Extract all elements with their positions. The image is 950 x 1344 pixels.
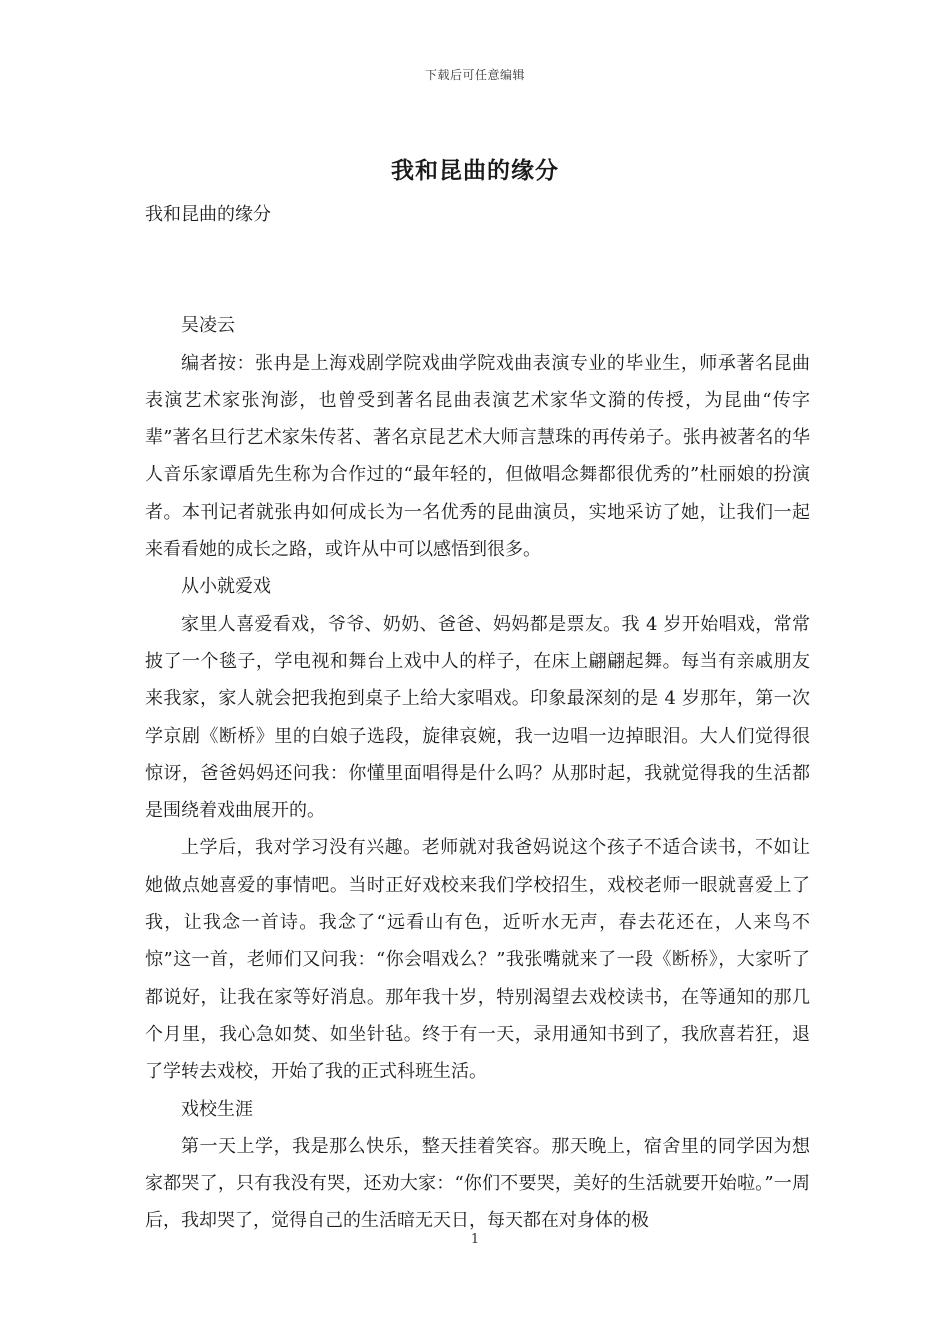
section-heading: 戏校生涯 <box>181 1098 253 1120</box>
page-number: 1 <box>470 1232 480 1247</box>
body-paragraph: 家里人喜爱看戏，爷爷、奶奶、爸爸、妈妈都是票友。我 4 岁开始唱戏，常常披了一个毯子，学电视和舞台上戏中人的样子，在床上翩翩起舞。每当有亲戚朋友来我家，家人就会把我抱到桌子上给大家唱戏。印象最深刻的是 4 岁那年，第一次学京剧《断桥》里的白娘子选段，旋律哀婉，我一边唱一边掉眼泪。大人们觉得很惊讶，爸爸妈妈还问我：你懂里面唱得是什么吗？从那时起，我就觉得我的生活都是围绕着戏曲展开的。 <box>145 613 810 822</box>
document-body <box>145 196 810 1240</box>
author-line: 吴凌云 <box>181 315 235 337</box>
subtitle: 我和昆曲的缘分 <box>145 204 271 225</box>
body-paragraph: 上学后，我对学习没有兴趣。老师就对我爸妈说这个孩子不适合读书，不如让她做点她喜爱的事情吧。当时正好戏校来我们学校招生，戏校老师一眼就喜爱上了我，让我念一首诗。我念了“远看山有色，近听水无声，春去花还在，人来鸟不惊”这一首，老师们又问我：“你会唱戏么？”我张嘴就来了一段《断桥》，大家听了都说好，让我在家等好消息。那年我十岁，特别渴望去戏校读书，在等通知的那几个月里，我心急如焚、如坐针毡。终于有一天，录用通知书到了，我欣喜若狂，退了学转去戏校，开始了我的正式科班生活。 <box>145 837 810 1083</box>
editor-note-paragraph: 编者按：张冉是上海戏剧学院戏曲学院戏曲表演专业的毕业生，师承著名昆曲表演艺术家张洵澎，也曾受到著名昆曲表演艺术家华文漪的传授，为昆曲“传字辈”著名旦行艺术家朱传茗、著名京昆艺术大师言慧珠的再传弟子。张冉被著名的华人音乐家谭盾先生称为合作过的“最年轻的，但做唱念舞都很优秀的”杜丽娘的扮演者。本刊记者就张冉如何成长为一名优秀的昆曲演员，实地采访了她，让我们一起来看看她的成长之路，或许从中可以感悟到很多。 <box>145 352 810 561</box>
document-title: 我和昆曲的缘分 <box>391 157 559 184</box>
page-header: 下载后可任意编辑 <box>424 68 525 82</box>
body-paragraph: 第一天上学，我是那么快乐，整天挂着笑容。那天晚上，宿舍里的同学因为想家都哭了，只有我没有哭，还劝大家：“你们不要哭，美好的生活就要开始啦。”一周后，我却哭了，觉得自己的生活暗无天日，每天都在对身体的极 <box>145 1135 810 1232</box>
section-heading: 从小就爱戏 <box>181 576 271 598</box>
blank-line <box>145 270 810 307</box>
